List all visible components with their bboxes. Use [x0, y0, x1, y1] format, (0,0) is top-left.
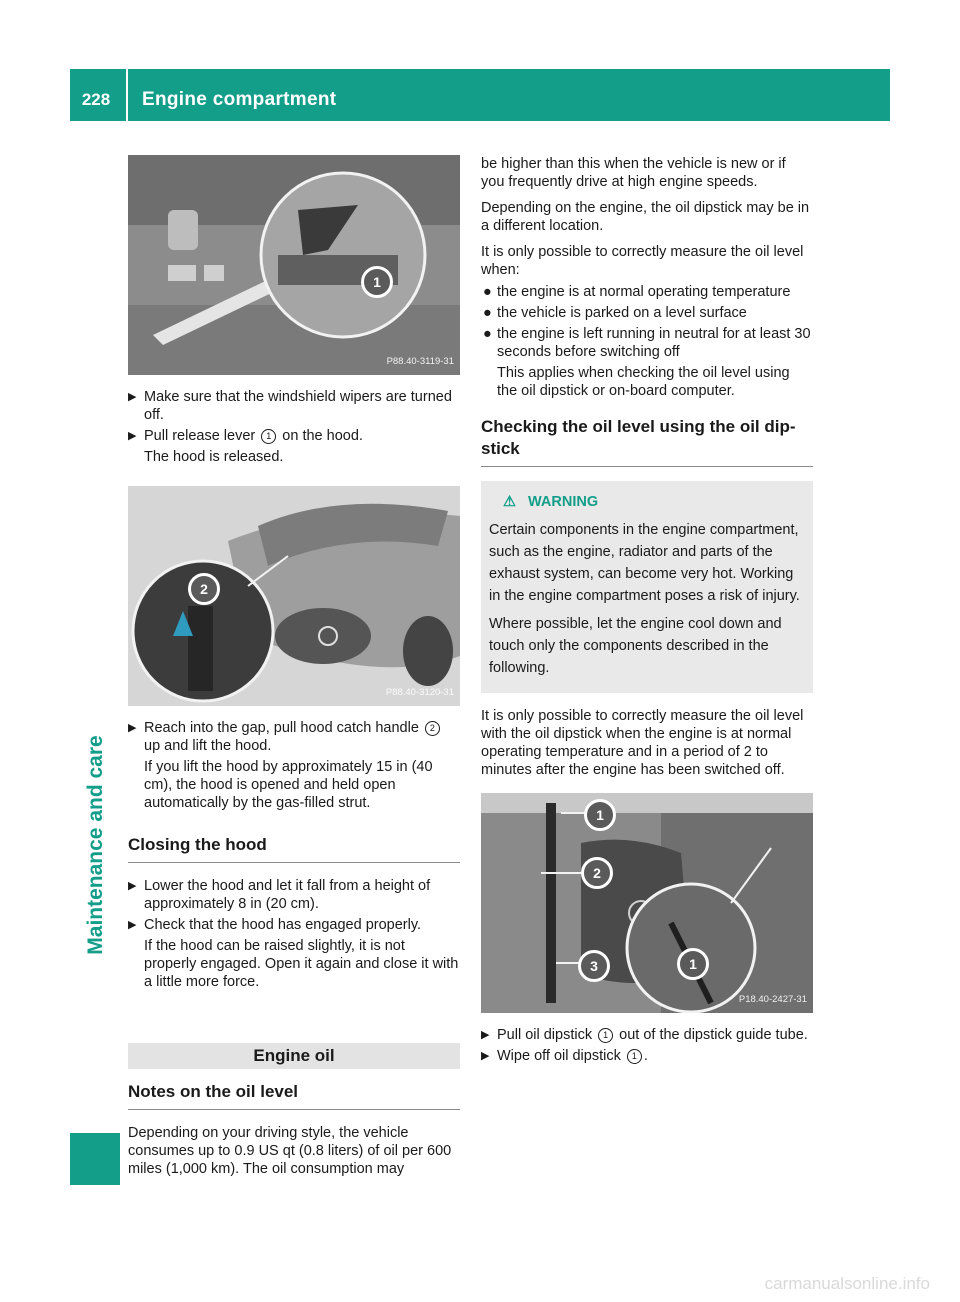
list-item: ● the engine is at normal operating temperature — [483, 284, 791, 300]
callout-ref-2: 2 — [425, 721, 440, 736]
hood-release-lever-figure — [128, 155, 460, 375]
callout-2: 2 — [581, 857, 613, 889]
bullet-icon: ● — [483, 305, 492, 321]
figure-code: P88.40-3119-31 — [386, 356, 454, 367]
step-result: If the hood can be raised slightly, it is not properly engaged. Open it again and close it with a little more force. — [144, 938, 459, 990]
step-pull-release-lever — [128, 427, 460, 445]
paragraph-2: Depending on the engine, the oil dipstick may be in a different location. — [481, 200, 810, 234]
paragraph-4: It is only possible to correctly measure the oil level with the oil dipstick when the engine is at normal operating temperature and in a period of 2 to minutes after the engine has been switched off. — [481, 708, 804, 778]
notes-oil-level-heading: Notes on the oil level — [128, 1081, 460, 1110]
step-wipe-dipstick — [481, 1047, 813, 1065]
step-check-wipers — [128, 388, 460, 424]
list-item: ● the engine is left running in neutral for at least 30 seconds before switching off — [483, 326, 811, 360]
step-text: Lower the hood and let it fall from a height of approximately 8 in (20 cm). — [144, 878, 431, 912]
warning-paragraph-1: Certain components in the engine compartment, such as the engine, radiator and parts of the exhaust system, can become very hot. Working in the engine compartment poses a risk of injury. — [489, 522, 800, 604]
page-header — [70, 69, 890, 121]
step-arrow-icon: ▶ — [128, 391, 137, 403]
step-result: The hood is released. — [144, 449, 284, 465]
step-pull-catch-handle — [128, 719, 460, 755]
paragraph-1: be higher than this when the vehicle is new or if you frequently drive at high engine speeds. — [481, 156, 786, 190]
callout-ref-1: 1 — [598, 1028, 613, 1043]
watermark: carmanualsonline.info — [764, 1274, 930, 1293]
section-side-label: Maintenance and care — [84, 735, 107, 955]
page-title: Engine compartment — [142, 89, 337, 110]
engine-bay-figure — [481, 793, 813, 1013]
warning-triangle-icon: ⚠ — [503, 494, 516, 510]
step-text-after: on the hood. — [282, 428, 363, 444]
step-pull-dipstick — [481, 1026, 813, 1044]
step-arrow-icon: ▶ — [481, 1029, 490, 1041]
notes-paragraph: Depending on your driving style, the vehicle consumes up to 0.9 US qt (0.8 liters) of oil per 600 miles (1,000 km). The oil consumption may — [128, 1125, 452, 1177]
callout-3: 3 — [578, 950, 610, 982]
car-front-illustration — [128, 486, 460, 706]
section-side-tab — [70, 1133, 120, 1185]
step-text: Check that the hood has engaged properly. — [144, 917, 422, 933]
step-check-engaged — [128, 916, 460, 934]
callout-ref-1: 1 — [261, 429, 276, 444]
figure-code: P88.40-3120-31 — [385, 687, 454, 698]
step-result: If you lift the hood by approximately 15 in (40 cm), the hood is opened and held open automatically by the gas-filled strut. — [144, 759, 433, 811]
step-lower-hood — [128, 877, 460, 913]
list-item: ● the vehicle is parked on a level surface — [483, 305, 747, 321]
step-arrow-icon: ▶ — [128, 722, 137, 734]
step-text: Pull oil dipstick — [497, 1027, 593, 1043]
callout-2: 2 — [188, 573, 220, 605]
step-text-after: up and lift the hood. — [144, 738, 272, 754]
step-arrow-icon: ▶ — [128, 880, 137, 892]
step-arrow-icon: ▶ — [128, 430, 137, 442]
step-arrow-icon: ▶ — [128, 919, 137, 931]
step-text: Reach into the gap, pull hood catch handle — [144, 720, 419, 736]
bullet-note: This applies when checking the oil level using the oil dipstick or on-board computer. — [497, 365, 790, 399]
page-number: 228 — [81, 90, 111, 109]
step-text: Wipe off oil dipstick — [497, 1048, 621, 1064]
step-arrow-icon: ▶ — [481, 1050, 490, 1062]
callout-ref-1: 1 — [627, 1049, 642, 1064]
header-divider — [126, 69, 128, 121]
warning-box — [481, 481, 813, 693]
engine-bay-illustration — [481, 793, 813, 1013]
dipstick-heading: Checking the oil level using the oil dipstick — [481, 416, 813, 467]
paragraph-3: It is only possible to correctly measure the oil level when: — [481, 244, 804, 278]
hood-release-lever-illustration — [128, 155, 460, 375]
left-column — [128, 155, 460, 1186]
callout-1: 1 — [677, 948, 709, 980]
step-text: Pull release lever — [144, 428, 256, 444]
callout-1: 1 — [361, 266, 393, 298]
warning-title: ⚠ WARNING — [503, 494, 599, 510]
step-text-after: out of the dipstick guide tube. — [619, 1027, 808, 1043]
warning-paragraph-2: Where possible, let the engine cool down and touch only the components described in the following. — [489, 616, 782, 676]
bullet-icon: ● — [483, 326, 492, 342]
engine-oil-banner: Engine oil — [128, 1043, 460, 1069]
closing-hood-heading: Closing the hood — [128, 834, 460, 863]
hood-catch-handle-figure — [128, 486, 460, 706]
bullet-icon: ● — [483, 284, 492, 300]
step-text: Make sure that the windshield wipers are turned off. — [144, 389, 452, 423]
step-text-after: . — [643, 1048, 648, 1064]
right-column — [481, 155, 813, 1068]
figure-code: P18.40-2427-31 — [738, 994, 807, 1005]
callout-1: 1 — [584, 799, 616, 831]
